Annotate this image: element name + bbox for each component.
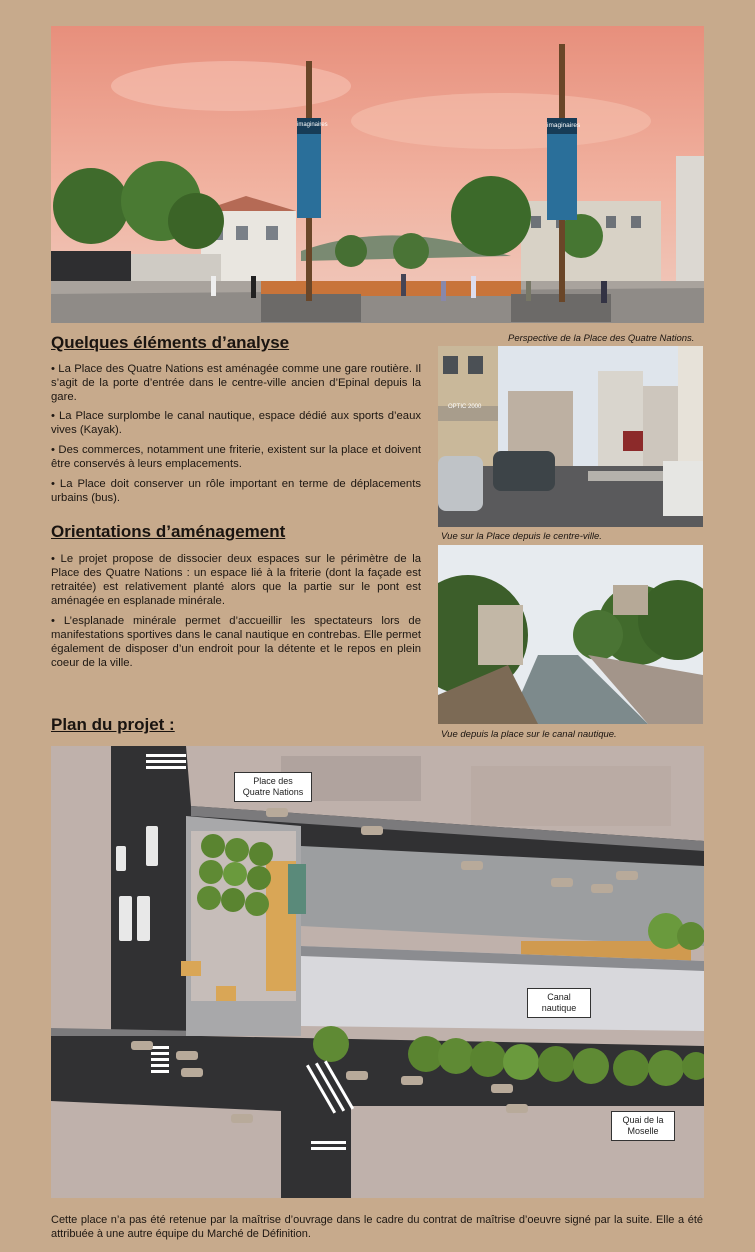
city-view-caption: Vue sur la Place depuis le centre-ville.: [441, 531, 602, 542]
plan-label-place: [234, 772, 312, 802]
plan-label-quai-line1: Quai de la: [622, 1115, 664, 1125]
canal-view-photo: [438, 545, 703, 724]
city-view-photo: [438, 346, 703, 527]
plan-label-quai-line2: Moselle: [627, 1126, 659, 1136]
banner-text-left: imaginaires: [297, 122, 328, 128]
plan-title: Plan du projet :: [51, 715, 175, 734]
analysis-item-1: • La Place des Quatre Nations est aménagée comme une gare routière. Il s’agit de la porte d’entrée dans le centre-ville ancien d’Epinal depuis la gare.: [51, 363, 421, 403]
orientation-item-2: • L’esplanade minérale permet d’accueillir les spectateurs lors de manifestations sportives dans le canal nautique en contrebas. Elle permet également de disposer d’un endroit pour la détente et le repos en plein coeur de la ville.: [51, 615, 421, 669]
canal-view-caption: Vue depuis la place sur le canal nautique.: [441, 729, 617, 740]
plan-label-canal: [527, 988, 591, 1018]
shop-sign: OPTIC 2000: [448, 404, 482, 410]
banner-text-right: imaginaires: [547, 122, 581, 129]
analysis-item-4: • La Place doit conserver un rôle important en terme de déplacements urbains (bus).: [51, 478, 421, 504]
orientation-title: Orientations d’aménagement: [51, 522, 286, 541]
plan-label-place-line2: Quatre Nations: [242, 787, 304, 797]
analysis-title: Quelques éléments d’analyse: [51, 333, 290, 352]
footer-note: Cette place n’a pas été retenue par la maîtrise d’ouvrage dans le cadre du contrat de maîtrise d’oeuvre signé par la suite. Elle a été attribuée à une autre équipe du Marché de Définition.: [51, 1214, 703, 1240]
perspective-photo: [51, 26, 704, 323]
plan-label-place-line1: Place des: [253, 776, 293, 786]
plan-label-canal-line1: Canal: [547, 992, 571, 1002]
orientation-item-1: • Le projet propose de dissocier deux espaces sur le périmètre de la Place des Quatre Nations : un espace lié à la friterie (dont la façade est retraitée) est relativement planté alors que la partie sur le pont est aménagée en esplanade minérale.: [51, 553, 421, 607]
perspective-caption: Perspective de la Place des Quatre Nations.: [508, 333, 695, 344]
plan-label-canal-line2: nautique: [541, 1003, 577, 1013]
plan-label-quai: [611, 1111, 675, 1141]
analysis-item-2: • La Place surplombe le canal nautique, espace dédié aux sports d’eaux vives (Kayak).: [51, 410, 421, 436]
analysis-item-3: • Des commerces, notamment une friterie, existent sur la place et doivent être conservés à leurs emplacements.: [51, 444, 421, 470]
project-plan-map: [51, 746, 704, 1198]
